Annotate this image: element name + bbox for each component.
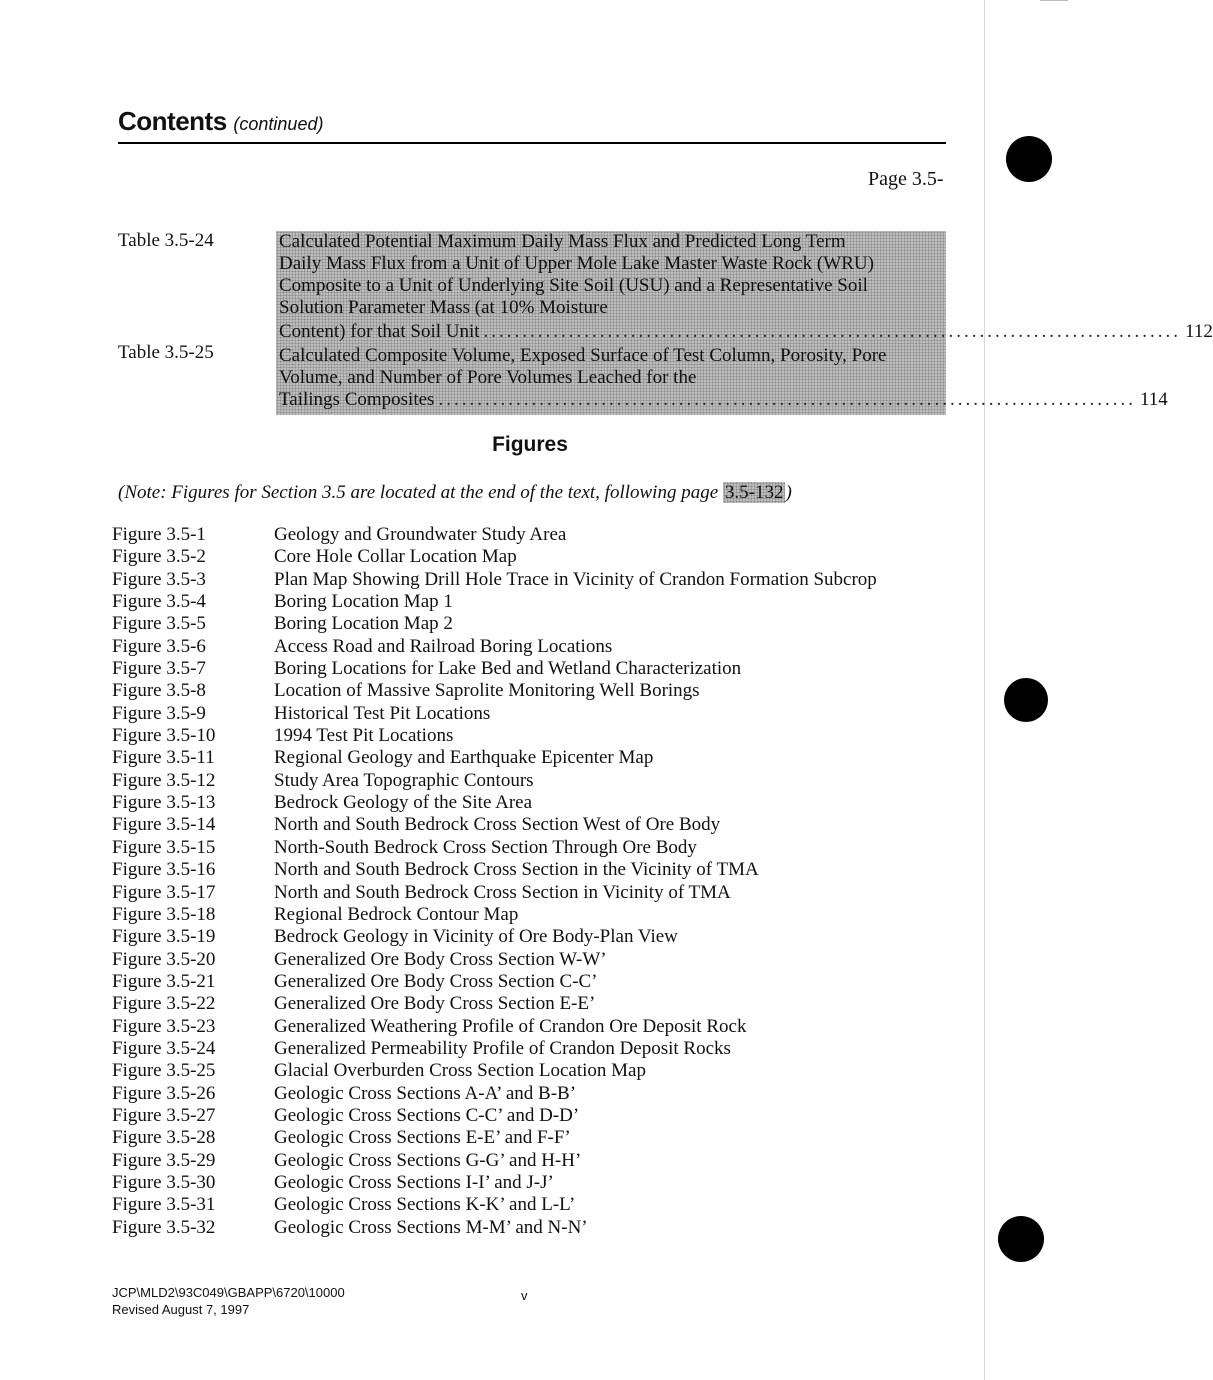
figure-title: 1994 Test Pit Locations xyxy=(274,725,454,747)
figure-number: Figure 3.5-2 xyxy=(112,546,206,568)
table-entry-title-end: Tailings Composites xyxy=(279,389,435,410)
figure-number: Figure 3.5-32 xyxy=(112,1216,216,1238)
figure-number: Figure 3.5-20 xyxy=(112,948,216,970)
note-close: ) xyxy=(785,482,792,503)
figure-title: Geologic Cross Sections K-K’ and L-L’ xyxy=(274,1194,576,1216)
figure-number: Figure 3.5-22 xyxy=(112,993,216,1015)
scan-corner-mark xyxy=(1040,0,1068,1)
figure-title: Geologic Cross Sections C-C’ and D-D’ xyxy=(274,1104,580,1126)
figure-number: Figure 3.5-19 xyxy=(112,926,216,948)
figure-title: North and South Bedrock Cross Section in Vicinity of TMA xyxy=(274,881,731,903)
figure-title: Bedrock Geology of the Site Area xyxy=(274,792,533,814)
figure-number: Figure 3.5-27 xyxy=(112,1104,216,1126)
note-text: (Note: Figures for Section 3.5 are located at the end of the text, following page xyxy=(118,482,723,503)
figure-list-item xyxy=(112,792,932,814)
figure-title: Generalized Ore Body Cross Section E-E’ xyxy=(274,993,596,1015)
figure-list-item xyxy=(112,703,932,725)
figure-list-item xyxy=(112,1194,932,1216)
figure-number: Figure 3.5-18 xyxy=(112,903,216,925)
figure-list-item xyxy=(112,859,932,881)
figure-list-item xyxy=(112,636,932,658)
figure-number: Figure 3.5-28 xyxy=(112,1127,216,1149)
figure-list-item xyxy=(112,1038,932,1060)
punch-hole-middle xyxy=(1004,678,1048,722)
figure-title: Core Hole Collar Location Map xyxy=(274,546,517,568)
figure-list-item xyxy=(112,882,932,904)
figure-title: Geologic Cross Sections G-G’ and H-H’ xyxy=(274,1149,582,1171)
contents-title: Contents xyxy=(118,106,227,136)
figure-number: Figure 3.5-5 xyxy=(112,613,206,635)
figure-list-item xyxy=(112,524,932,546)
figure-list-item xyxy=(112,770,932,792)
figure-list-item xyxy=(112,613,932,635)
figure-number: Figure 3.5-1 xyxy=(112,524,206,545)
figure-list-item xyxy=(112,837,932,859)
figure-title: Generalized Ore Body Cross Section C-C’ xyxy=(274,970,598,992)
figure-number: Figure 3.5-8 xyxy=(112,680,206,702)
figure-number: Figure 3.5-3 xyxy=(112,568,206,590)
table-entry-title-end: Content) for that Soil Unit xyxy=(279,321,480,342)
figure-title: Generalized Permeability Profile of Crandon Deposit Rocks xyxy=(274,1037,731,1059)
figure-title: Generalized Weathering Profile of Crandon Ore Deposit Rock xyxy=(274,1015,747,1037)
footer-file-path: JCP\MLD2\93C049\GBAPP\6720\10000 xyxy=(112,1285,345,1300)
figures-note xyxy=(118,482,792,504)
figure-title: Access Road and Railroad Boring Locations xyxy=(274,635,613,657)
contents-heading xyxy=(118,106,323,137)
figure-list-item xyxy=(112,1150,932,1172)
table-entry-last-line xyxy=(279,389,1168,411)
figure-title: Geologic Cross Sections M-M’ and N-N’ xyxy=(274,1216,588,1238)
figure-number: Figure 3.5-12 xyxy=(112,769,216,791)
figure-title: Bedrock Geology in Vicinity of Ore Body-Plan View xyxy=(274,926,678,948)
figure-list-item xyxy=(112,1172,932,1194)
continued-label: (continued) xyxy=(233,114,324,134)
figure-number: Figure 3.5-25 xyxy=(112,1060,216,1082)
figure-list-item xyxy=(112,1083,932,1105)
figure-list-item xyxy=(112,747,932,769)
figure-number: Figure 3.5-30 xyxy=(112,1171,216,1193)
table-entry-title: Calculated Potential Maximum Daily Mass Flux and Predicted Long Term Daily Mass Flux from a Unit of Upper Mole Lake Master Waste Rock (WRU) Composite to a Unit of Underlying Site Soil (USU) and a Representative Soil Solution Parameter Mass (at 10% Moisture xyxy=(279,231,874,318)
figure-number: Figure 3.5-11 xyxy=(112,747,215,769)
figure-number: Figure 3.5-24 xyxy=(112,1037,216,1059)
figure-number: Figure 3.5-23 xyxy=(112,1015,216,1037)
figure-title: Geologic Cross Sections A-A’ and B-B’ xyxy=(274,1082,577,1104)
figure-title: North and South Bedrock Cross Section in the Vicinity of TMA xyxy=(274,859,759,881)
figure-number: Figure 3.5-29 xyxy=(112,1149,216,1171)
figure-list-item xyxy=(112,591,932,613)
table-label: Table 3.5-24 xyxy=(118,230,214,251)
figure-title: Geologic Cross Sections E-E’ and F-F’ xyxy=(274,1127,571,1149)
figure-title: Boring Location Map 2 xyxy=(274,613,453,635)
figure-list-item xyxy=(112,725,932,747)
figure-number: Figure 3.5-15 xyxy=(112,836,216,858)
figure-number: Figure 3.5-16 xyxy=(112,859,216,881)
table-entry-title: Calculated Composite Volume, Exposed Surface of Test Column, Porosity, Pore Volume, and Number of Pore Volumes Leached for the xyxy=(279,345,887,388)
figure-list-item xyxy=(112,569,932,591)
punch-hole-top xyxy=(1006,136,1052,182)
figure-number: Figure 3.5-17 xyxy=(112,881,216,903)
figure-number: Figure 3.5-31 xyxy=(112,1194,216,1216)
figure-title: Geologic Cross Sections I-I’ and J-J’ xyxy=(274,1171,554,1193)
footer-revised-date: Revised August 7, 1997 xyxy=(112,1302,250,1317)
figure-title: North and South Bedrock Cross Section West of Ore Body xyxy=(274,814,721,836)
dot-leader: .......................................................................................... xyxy=(438,389,1136,410)
figure-number: Figure 3.5-13 xyxy=(112,792,216,814)
figure-title: North-South Bedrock Cross Section Through Ore Body xyxy=(274,836,697,858)
figure-title: Historical Test Pit Locations xyxy=(274,702,491,724)
figure-number: Figure 3.5-21 xyxy=(112,970,216,992)
figure-list-item xyxy=(112,904,932,926)
figure-list-item xyxy=(112,993,932,1015)
figure-list-item xyxy=(112,1105,932,1127)
figure-title: Geology and Groundwater Study Area xyxy=(274,524,567,545)
figure-list-item xyxy=(112,971,932,993)
table-label: Table 3.5-25 xyxy=(118,342,214,363)
figure-title: Study Area Topographic Contours xyxy=(274,769,534,791)
figure-list-item xyxy=(112,926,932,948)
figure-title: Boring Location Map 1 xyxy=(274,591,453,613)
punch-hole-bottom xyxy=(998,1216,1044,1262)
note-page-ref: 3.5-132 xyxy=(724,482,784,503)
figure-number: Figure 3.5-7 xyxy=(112,658,206,680)
figure-list xyxy=(112,524,932,1239)
figure-list-item xyxy=(112,1016,932,1038)
figure-list-item xyxy=(112,1127,932,1149)
figure-title: Generalized Ore Body Cross Section W-W’ xyxy=(274,948,607,970)
scan-page-edge xyxy=(984,0,985,1380)
figure-list-item xyxy=(112,814,932,836)
figure-list-item xyxy=(112,1060,932,1082)
figure-number: Figure 3.5-6 xyxy=(112,635,206,657)
header-rule xyxy=(118,142,946,144)
table-entry-page: 112 xyxy=(1185,321,1213,342)
figure-list-item xyxy=(112,680,932,702)
figure-list-item xyxy=(112,546,932,568)
figure-title: Plan Map Showing Drill Hole Trace in Vicinity of Crandon Formation Subcrop xyxy=(274,568,877,590)
figure-title: Boring Locations for Lake Bed and Wetland Characterization xyxy=(274,658,742,680)
footer-page-number: v xyxy=(521,1288,528,1303)
page-column-label: Page 3.5- xyxy=(868,168,944,190)
figure-list-item xyxy=(112,1217,932,1239)
figure-title: Location of Massive Saprolite Monitoring Well Borings xyxy=(274,680,700,702)
figure-list-item xyxy=(112,658,932,680)
figure-number: Figure 3.5-4 xyxy=(112,591,206,613)
figure-number: Figure 3.5-10 xyxy=(112,725,216,747)
figures-heading: Figures xyxy=(492,433,568,456)
dot-leader: .......................................................................................... xyxy=(483,321,1182,342)
figure-number: Figure 3.5-9 xyxy=(112,702,206,724)
figure-number: Figure 3.5-26 xyxy=(112,1082,216,1104)
table-entry-last-line xyxy=(279,321,1213,343)
figure-list-item xyxy=(112,949,932,971)
figure-title: Regional Bedrock Contour Map xyxy=(274,903,519,925)
figure-title: Regional Geology and Earthquake Epicenter Map xyxy=(274,747,654,769)
table-entry-page: 114 xyxy=(1139,389,1168,410)
figure-number: Figure 3.5-14 xyxy=(112,814,216,836)
figure-title: Glacial Overburden Cross Section Location Map xyxy=(274,1060,646,1082)
